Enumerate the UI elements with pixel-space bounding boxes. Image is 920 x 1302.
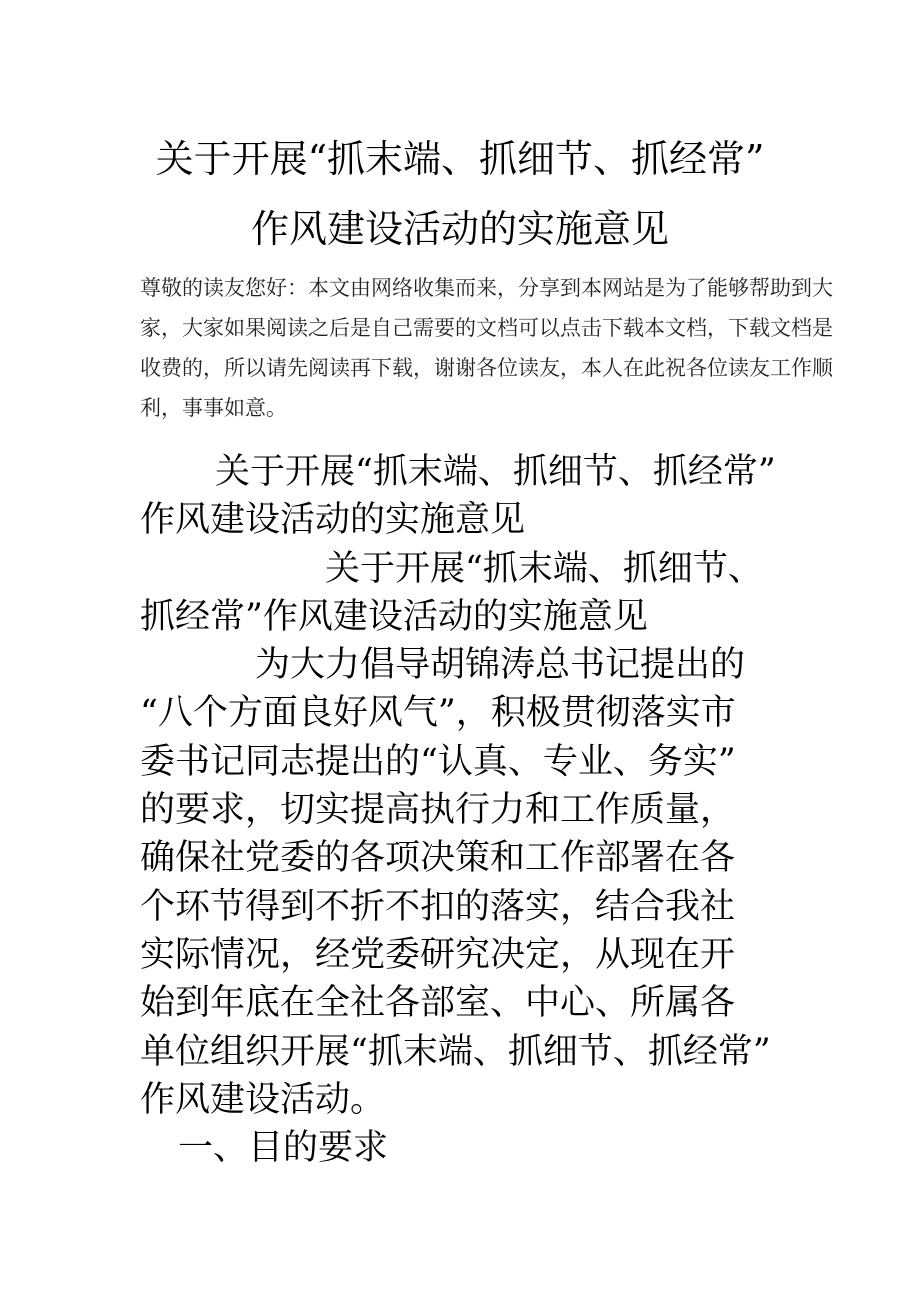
body-line: 确保社党委的各项决策和工作部署在各 (140, 838, 736, 879)
body-line: 抓经常”作风建设活动的实施意见 (140, 596, 648, 637)
body-line: 的要求，切实提高执行力和工作质量， (140, 790, 736, 831)
body-line: 委书记同志提出的“认真、专业、务实” (140, 741, 736, 782)
notice-line: 尊敬的读友您好：本文由网络收集而来，分享到本网站是为了能够帮助到大 (140, 276, 833, 300)
notice-line: 利，事事如意。 (140, 396, 287, 420)
reader-notice (140, 268, 833, 428)
body-line: 实际情况，经党委研究决定，从现在开 (140, 934, 736, 975)
body-line: 个环节得到不折不扣的落实，结合我社 (140, 886, 736, 927)
body-line: 作风建设活动。 (140, 1079, 386, 1120)
notice-line: 家，大家如果阅读之后是自己需要的文档可以点击下载本文档，下载文档是 (140, 316, 833, 340)
section-heading: 一、目的要求 (178, 1128, 389, 1169)
document-body (140, 448, 800, 1172)
document-title-line-1: 关于开展“抓末端、抓细节、抓经常” (155, 137, 765, 181)
notice-line: 收费的，所以请先阅读再下载，谢谢各位读友，本人在此祝各位读友工作顺 (140, 356, 833, 380)
body-line: 始到年底在全社各部室、中心、所属各 (140, 983, 736, 1024)
body-line: 单位组织开展“抓末端、抓细节、抓经常” (140, 1031, 771, 1072)
body-line: 为大力倡导胡锦涛总书记提出的 (255, 645, 746, 686)
document-title-line-2: 作风建设活动的实施意见 (250, 207, 669, 251)
body-line: “八个方面良好风气”，积极贯彻落实市 (140, 693, 736, 734)
body-line: 关于开展“抓末端、抓细节、抓经常” (215, 452, 776, 492)
body-line: 关于开展“抓末端、抓细节、 (325, 548, 763, 589)
body-line: 作风建设活动的实施意见 (140, 500, 526, 541)
